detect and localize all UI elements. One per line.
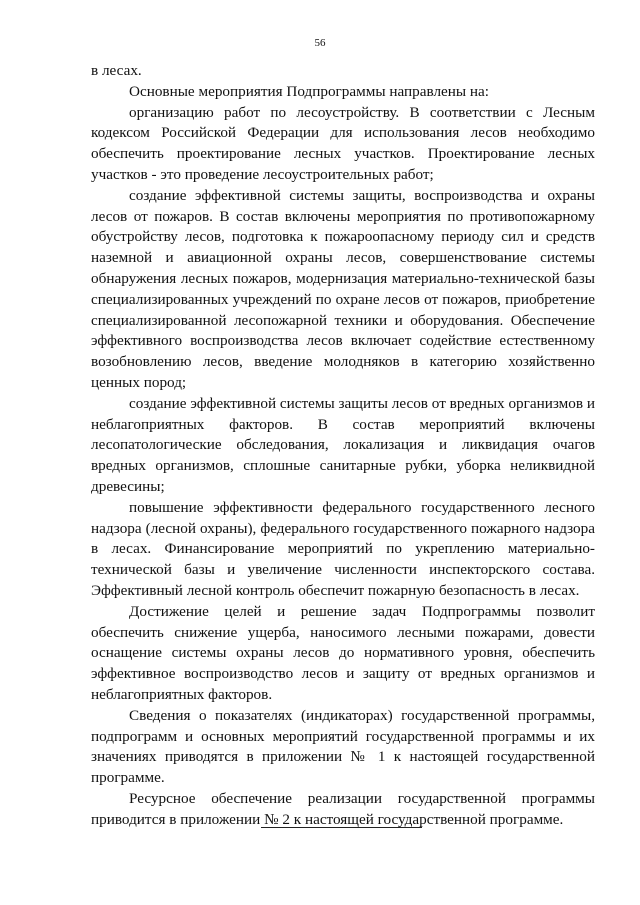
- paragraph-intro: Основные мероприятия Подпрограммы направлены на:: [129, 82, 489, 100]
- page-number: 56: [314, 37, 326, 49]
- paragraph-goals: Достижение целей и решение задач Подпрограммы позволит обеспечить снижение ущерба, наносимого лесными пожарами, довести оснащение системы охраны лесов до нормативного уровня, обеспечить эффективное воспроизводство лесов и защиту от вредных организмов и неблагоприятных факторов.: [91, 602, 595, 703]
- document-body: [91, 61, 595, 830]
- paragraph-pest-protection: создание эффективной системы защиты лесов от вредных организмов и неблагоприятных факторов. В состав мероприятий включены лесопатологические обследования, локализация и ликвидация очагов вредных организмов, сплошные санитарные рубки, уборка неликвидной древесины;: [91, 394, 595, 495]
- paragraph-fire-protection: создание эффективной системы защиты, воспроизводства и охраны лесов от пожаров. В состав включены мероприятия по противопожарному обустройству лесов, подготовка к пожароопасному периоду сил и средств наземной и авиационной охраны лесов, совершенствование системы обнаружения лесных пожаров, модернизация материально-технической базы специализированных учреждений по охране лесов от пожаров, приобретение специализированной лесопожарной техники и оборудования. Обеспечение эффективного воспроизводства лесов включает содействие естественному возобновлению лесов, введение молодняков в категорию хозяйственно ценных пород;: [91, 186, 595, 391]
- paragraph-forest-management: организацию работ по лесоустройству. В соответствии с Лесным кодексом Российской Федерации для использования лесов необходимо обеспечить проектирование лесных участков. Проектирование лесных участков - это проведение лесоустроительных работ;: [91, 103, 595, 183]
- paragraph-supervision: повышение эффективности федерального государственного лесного надзора (лесной охраны), федерального государственного пожарного надзора в лесах. Финансирование мероприятий по укреплению материально-технической базы и увеличение численности инспекторского состава. Эффективный лесной контроль обеспечит пожарную безопасность в лесах.: [91, 498, 595, 599]
- paragraph-indicators: Сведения о показателях (индикаторах) государственной программы, подпрограмм и основных мероприятий государственной программы и их значениях приводятся в приложении № 1 к настоящей государственной программе.: [91, 706, 595, 787]
- paragraph-resources: Ресурсное обеспечение реализации государственной программы приводится в приложении № 2 к настоящей государственной программе.: [91, 789, 595, 828]
- paragraph-continuation: в лесах.: [91, 62, 142, 79]
- closing-divider: [261, 827, 422, 828]
